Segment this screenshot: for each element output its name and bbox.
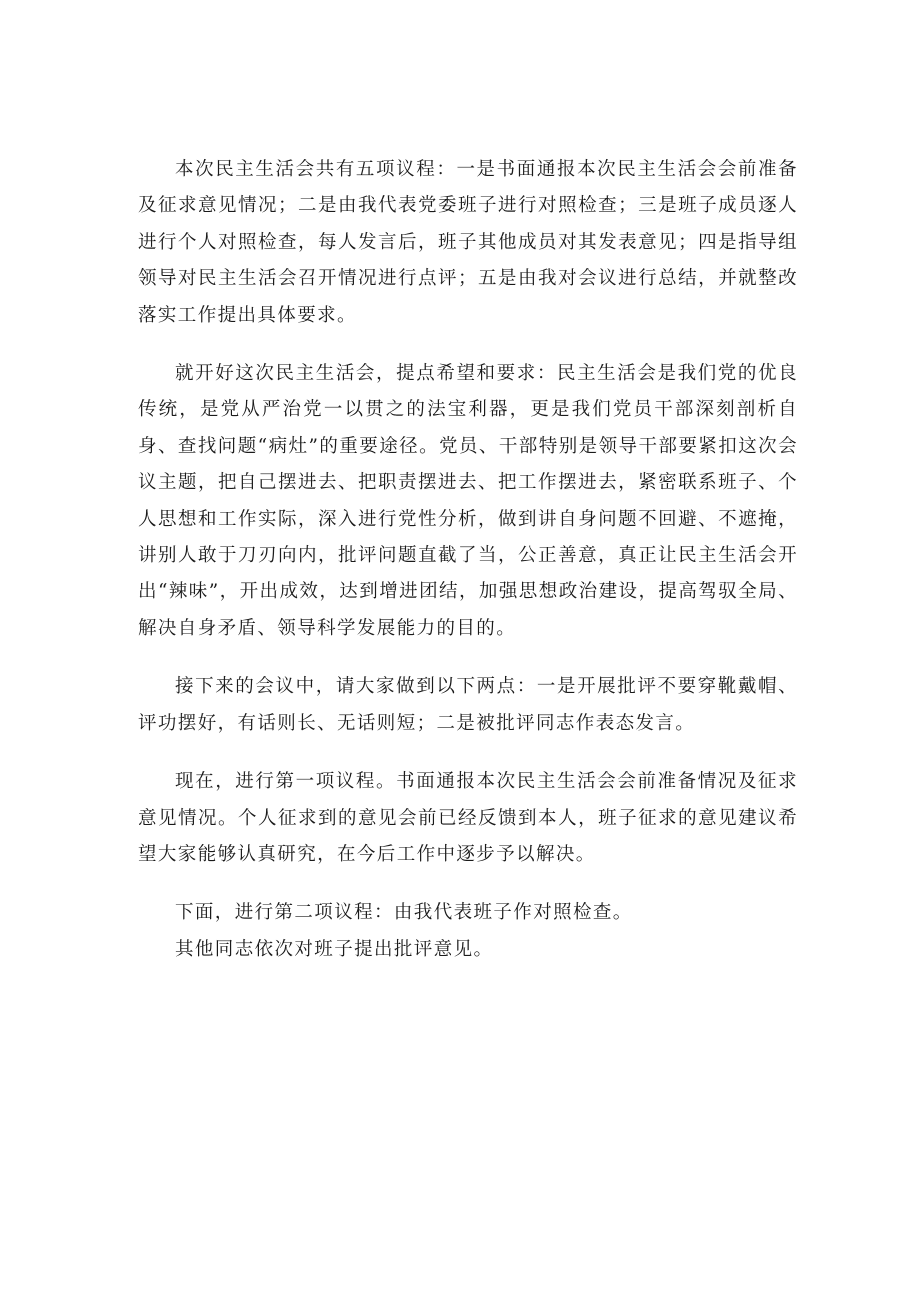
paragraph-agenda-overview: 本次民主生活会共有五项议程：一是书面通报本次民主生活会会前准备及征求意见情况；二是由我代表党委班子进行对照检查；三是班子成员逐人进行个人对照检查，每人发言后，班子其他成员对其发表意见；四是指导组领导对民主生活会召开情况进行点评；五是由我对会议进行总结，并就整改落实工作提出具体要求。	[138, 159, 798, 326]
paragraph-criticism-round: 其他同志依次对班子提出批评意见。	[175, 938, 494, 960]
document-body	[138, 152, 798, 968]
paragraph-expectations: 就开好这次民主生活会，提点希望和要求：民主生活会是我们党的优良传统，是党从严治党一以贯之的法宝利器，更是我们党员干部深刻剖析自身、查找问题“病灶”的重要途径。党员、干部特别是领导干部要紧扣这次会议主题，把自己摆进去、把职责摆进去、把工作摆进去，紧密联系班子、个人思想和工作实际，深入进行党性分析，做到讲自身问题不回避、不遮掩，讲别人敢于刀刃向内，批评问题直截了当，公正善意，真正让民主生活会开出“辣味”，开出成效，达到增进团结，加强思想政治建设，提高驾驭全局、解决自身矛盾、领导科学发展能力的目的。	[138, 363, 798, 639]
paragraph-first-agenda-item: 现在，进行第一项议程。书面通报本次民主生活会会前准备情况及征求意见情况。个人征求到的意见会前已经反馈到本人，班子征求的意见建议希望大家能够认真研究，在今后工作中逐步予以解决。	[138, 771, 798, 865]
paragraph-meeting-rules: 接下来的会议中，请大家做到以下两点：一是开展批评不要穿靴戴帽、评功摆好，有话则长、无话则短；二是被批评同志作表态发言。	[138, 676, 798, 734]
paragraph-second-agenda-item: 下面，进行第二项议程：由我代表班子作对照检查。	[175, 902, 633, 924]
